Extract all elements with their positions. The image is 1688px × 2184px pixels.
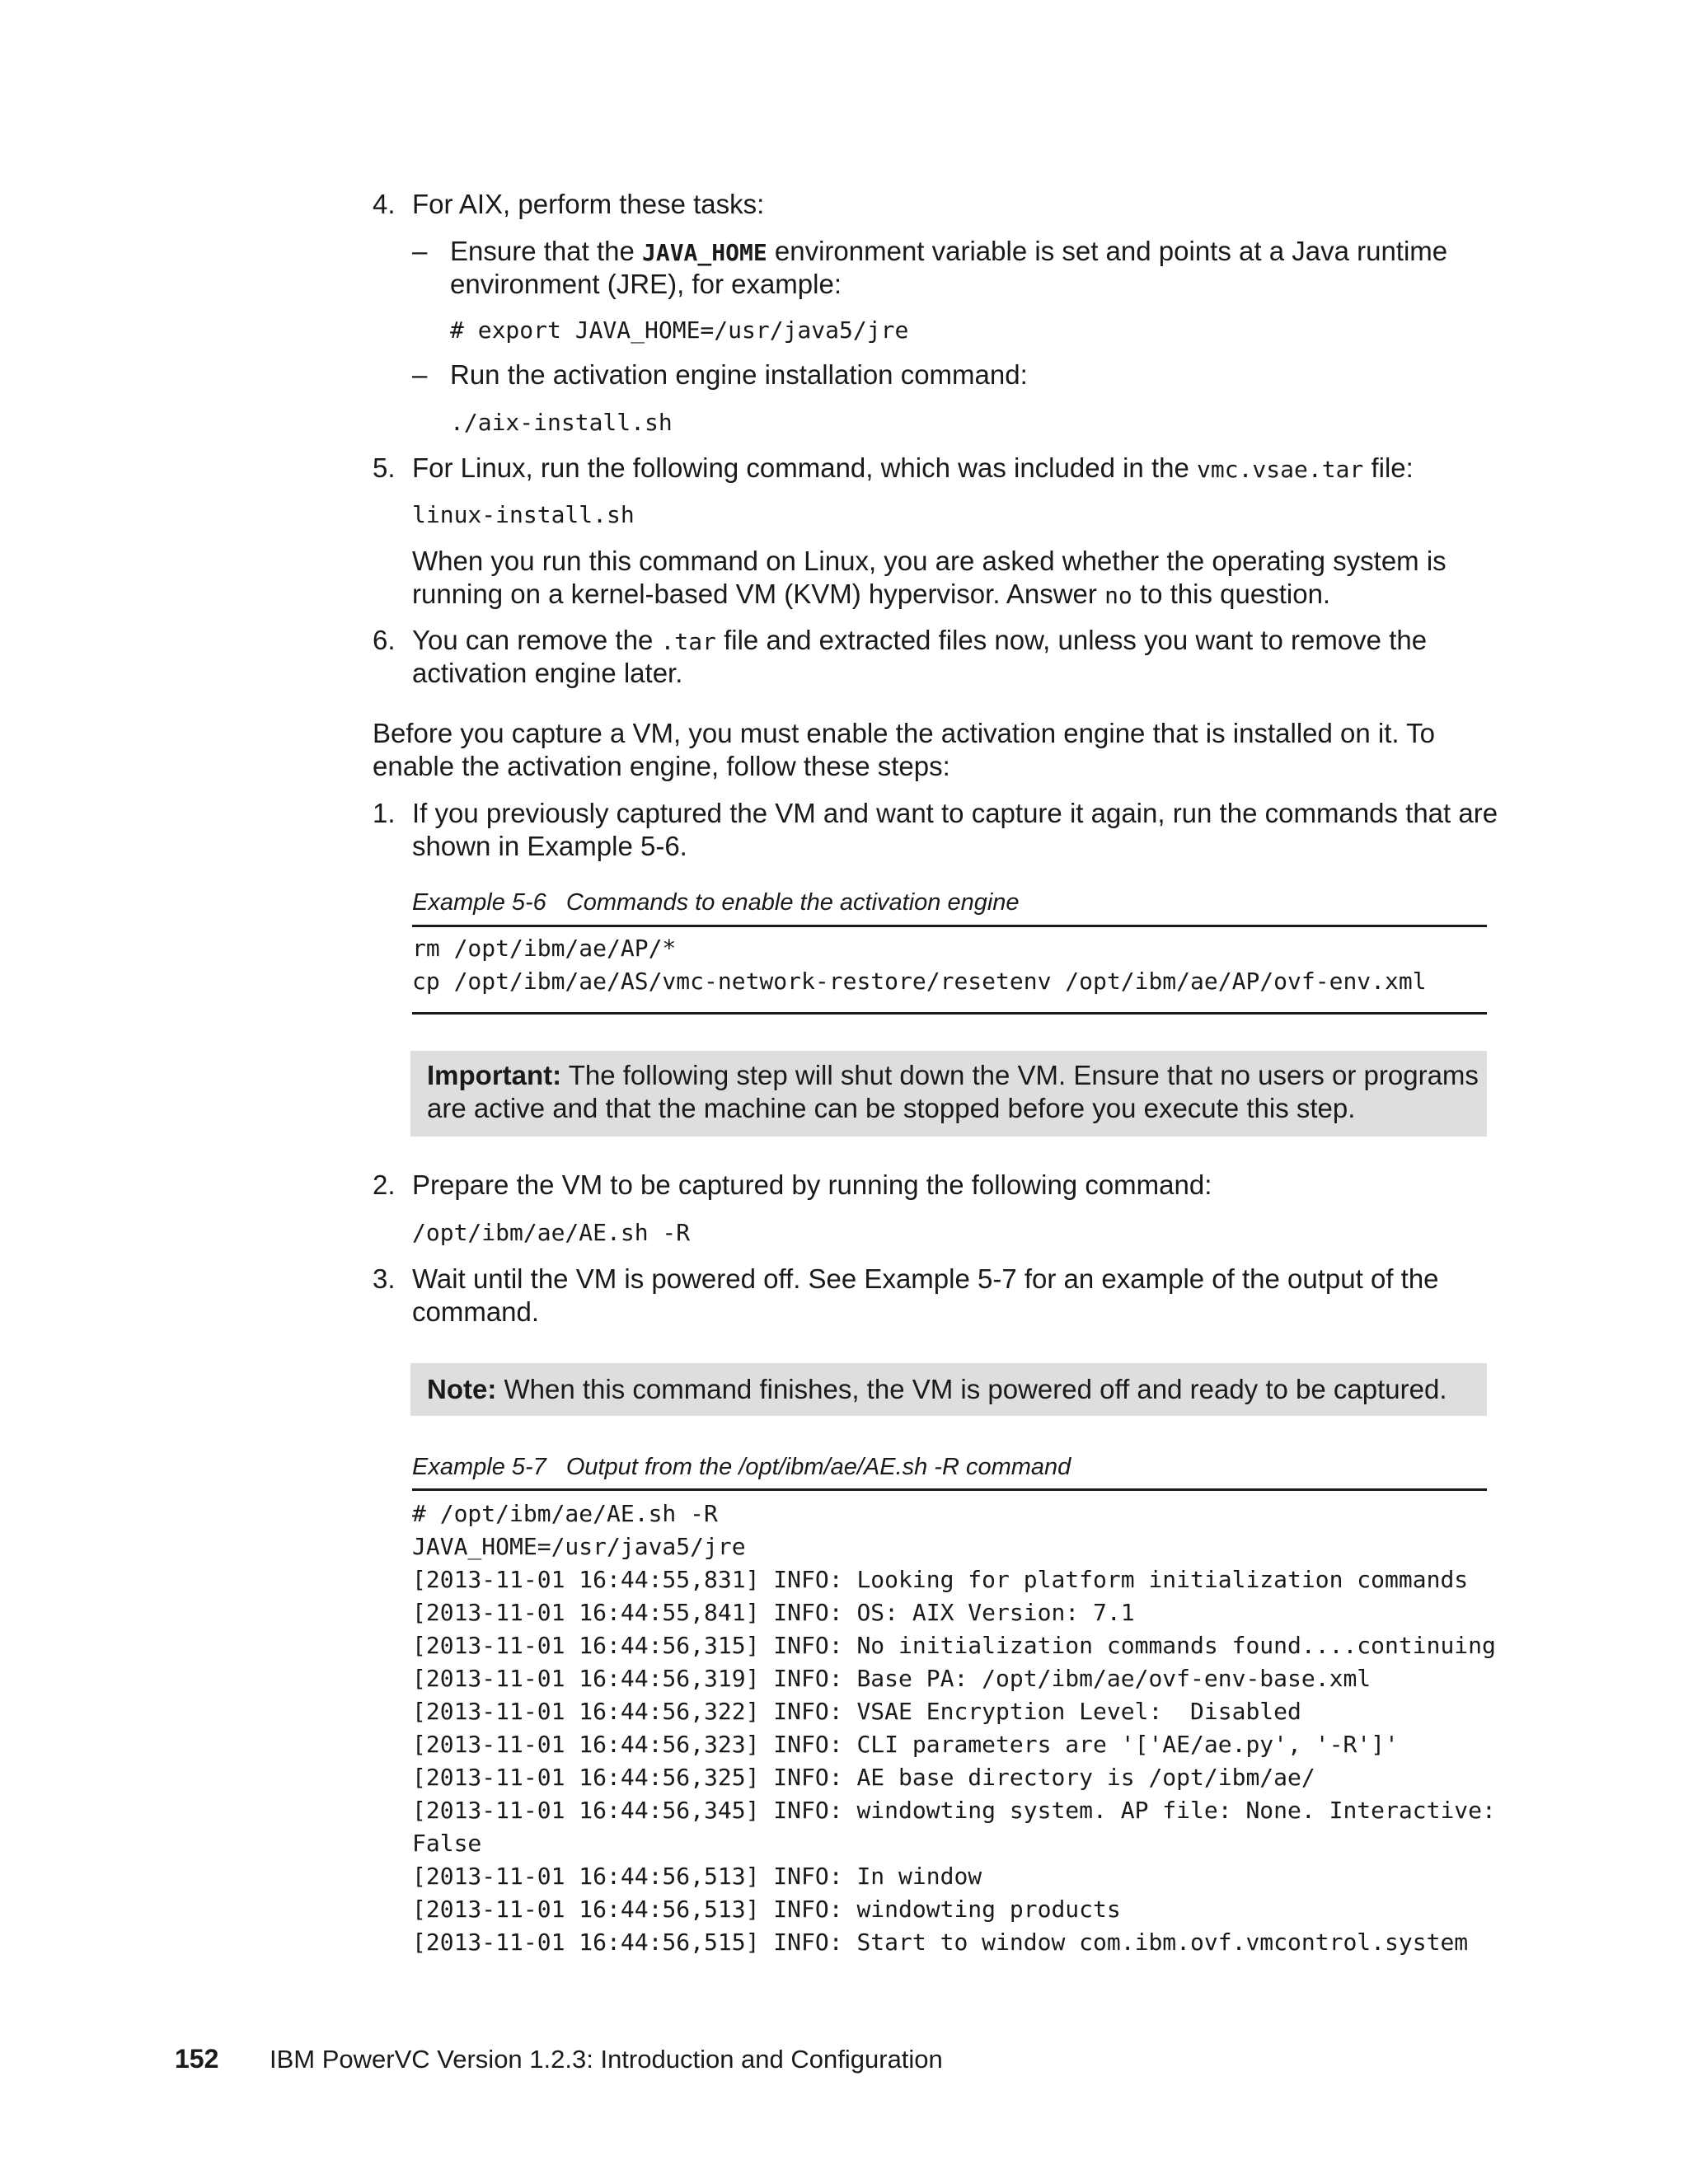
step-text-line <box>412 624 1427 658</box>
step-number: 5. <box>373 452 396 483</box>
callout-label: Note: <box>427 1374 497 1404</box>
code-block <box>412 1497 1496 1967</box>
code-line: ./aix-install.sh <box>450 409 673 436</box>
code-line: /opt/ibm/ae/AE.sh -R <box>412 1219 691 1246</box>
example-caption <box>412 888 1020 917</box>
example-bottom-rule <box>412 1012 1487 1015</box>
code-line: [2013-11-01 16:44:56,315] INFO: No initialization commands found....continuing <box>412 1632 1496 1659</box>
callout-label: Important: <box>427 1060 562 1090</box>
step-text: Prepare the VM to be captured by running the following command: <box>412 1169 1212 1200</box>
code-line: linux-install.sh <box>412 501 635 528</box>
code-line: [2013-11-01 16:44:55,841] INFO: OS: AIX Version: 7.1 <box>412 1599 1135 1626</box>
paragraph-line: When you run this command on Linux, you are asked whether the operating system is <box>412 546 1447 576</box>
inline-code: .tar <box>660 628 716 655</box>
important-callout <box>410 1051 1487 1137</box>
paragraph-line <box>412 578 1330 612</box>
bullet-text-line <box>450 235 1447 269</box>
code-line: [2013-11-01 16:44:56,513] INFO: windowting products <box>412 1896 1121 1923</box>
text-span: When this command finishes, the VM is powered off and ready to be captured. <box>496 1374 1447 1404</box>
text-span: For Linux, run the following command, which was included in the <box>412 452 1197 483</box>
callout-line <box>427 1373 1447 1406</box>
text-span: The following step will shut down the VM. Ensure that no users or programs <box>561 1060 1479 1090</box>
text-span: running on a kernel-based VM (KVM) hypervisor. Answer <box>412 579 1105 609</box>
step-text-line: command. <box>412 1296 540 1327</box>
text-span: to this question. <box>1132 579 1331 609</box>
code-line: [2013-11-01 16:44:56,325] INFO: AE base directory is /opt/ibm/ae/ <box>412 1764 1315 1791</box>
code-line: rm /opt/ibm/ae/AP/* <box>412 935 677 962</box>
callout-line: are active and that the machine can be stopped before you execute this step. <box>427 1093 1356 1123</box>
code-line: [2013-11-01 16:44:56,319] INFO: Base PA: /opt/ibm/ae/ovf-env-base.xml <box>412 1665 1372 1692</box>
bullet-text-line: Run the activation engine installation command: <box>450 359 1028 390</box>
step-text-line: If you previously captured the VM and want to capture it again, run the commands that are <box>412 798 1498 828</box>
example-top-rule <box>412 1488 1487 1491</box>
caption-text: Commands to enable the activation engine <box>565 889 1020 916</box>
code-line: # export JAVA_HOME=/usr/java5/jre <box>450 316 909 344</box>
code-line: cp /opt/ibm/ae/AS/vmc-network-restore/resetenv /opt/ibm/ae/AP/ovf-env.xml <box>412 968 1427 995</box>
intro-line: Before you capture a VM, you must enable the activation engine that is installed on it. To <box>373 718 1435 748</box>
footer-title: IBM PowerVC Version 1.2.3: Introduction and Configuration <box>270 2045 943 2074</box>
step-text-line: shown in Example 5-6. <box>412 831 687 861</box>
callout-line <box>427 1059 1479 1092</box>
caption-label: Example 5-7 <box>412 1454 546 1480</box>
caption-text: Output from the /opt/ibm/ae/AE.sh -R command <box>565 1454 1071 1480</box>
code-line: [2013-11-01 16:44:56,515] INFO: Start to window com.ibm.ovf.vmcontrol.system <box>412 1929 1469 1956</box>
code-line: JAVA_HOME=/usr/java5/jre <box>412 1533 746 1560</box>
text-span: Ensure that the <box>450 236 642 266</box>
code-line: [2013-11-01 16:44:56,513] INFO: In window <box>412 1863 982 1890</box>
bullet-text-line: environment (JRE), for example: <box>450 269 842 299</box>
code-line: # /opt/ibm/ae/AE.sh -R <box>412 1500 718 1527</box>
page-number: 152 <box>175 2044 219 2074</box>
step-text-line: Wait until the VM is powered off. See Example 5-7 for an example of the output of the <box>412 1263 1439 1294</box>
bullet-dash: – <box>412 359 428 390</box>
code-line: [2013-11-01 16:44:56,322] INFO: VSAE Encryption Level: Disabled <box>412 1698 1301 1725</box>
example-top-rule <box>412 925 1487 927</box>
bullet-dash: – <box>412 236 428 266</box>
code-line: [2013-11-01 16:44:56,323] INFO: CLI parameters are '['AE/ae.py', '-R']' <box>412 1731 1399 1758</box>
step-number: 4. <box>373 189 396 219</box>
inline-code: JAVA_HOME <box>641 239 767 266</box>
step-number: 3. <box>373 1263 396 1294</box>
step-text-line: activation engine later. <box>412 658 683 688</box>
inline-code: no <box>1104 582 1132 609</box>
step-text-line <box>412 452 1414 486</box>
step-number: 1. <box>373 798 396 828</box>
text-span: file and extracted files now, unless you want to remove the <box>715 625 1428 655</box>
note-callout <box>410 1363 1487 1416</box>
step-number: 2. <box>373 1169 396 1200</box>
step-text: For AIX, perform these tasks: <box>412 189 765 219</box>
text-span: environment variable is set and points at a Java runtime <box>767 236 1448 266</box>
example-caption <box>412 1452 1071 1482</box>
text-span: file: <box>1363 452 1414 483</box>
intro-line: enable the activation engine, follow these steps: <box>373 751 950 781</box>
text-span: You can remove the <box>412 625 661 655</box>
code-line: False <box>412 1830 482 1857</box>
caption-label: Example 5-6 <box>412 889 546 916</box>
code-line: [2013-11-01 16:44:56,345] INFO: windowting system. AP file: None. Interactive: <box>412 1797 1496 1824</box>
inline-code: vmc.vsae.tar <box>1197 456 1364 483</box>
code-line: [2013-11-01 16:44:55,831] INFO: Looking for platform initialization commands <box>412 1566 1469 1593</box>
step-number: 6. <box>373 625 396 655</box>
